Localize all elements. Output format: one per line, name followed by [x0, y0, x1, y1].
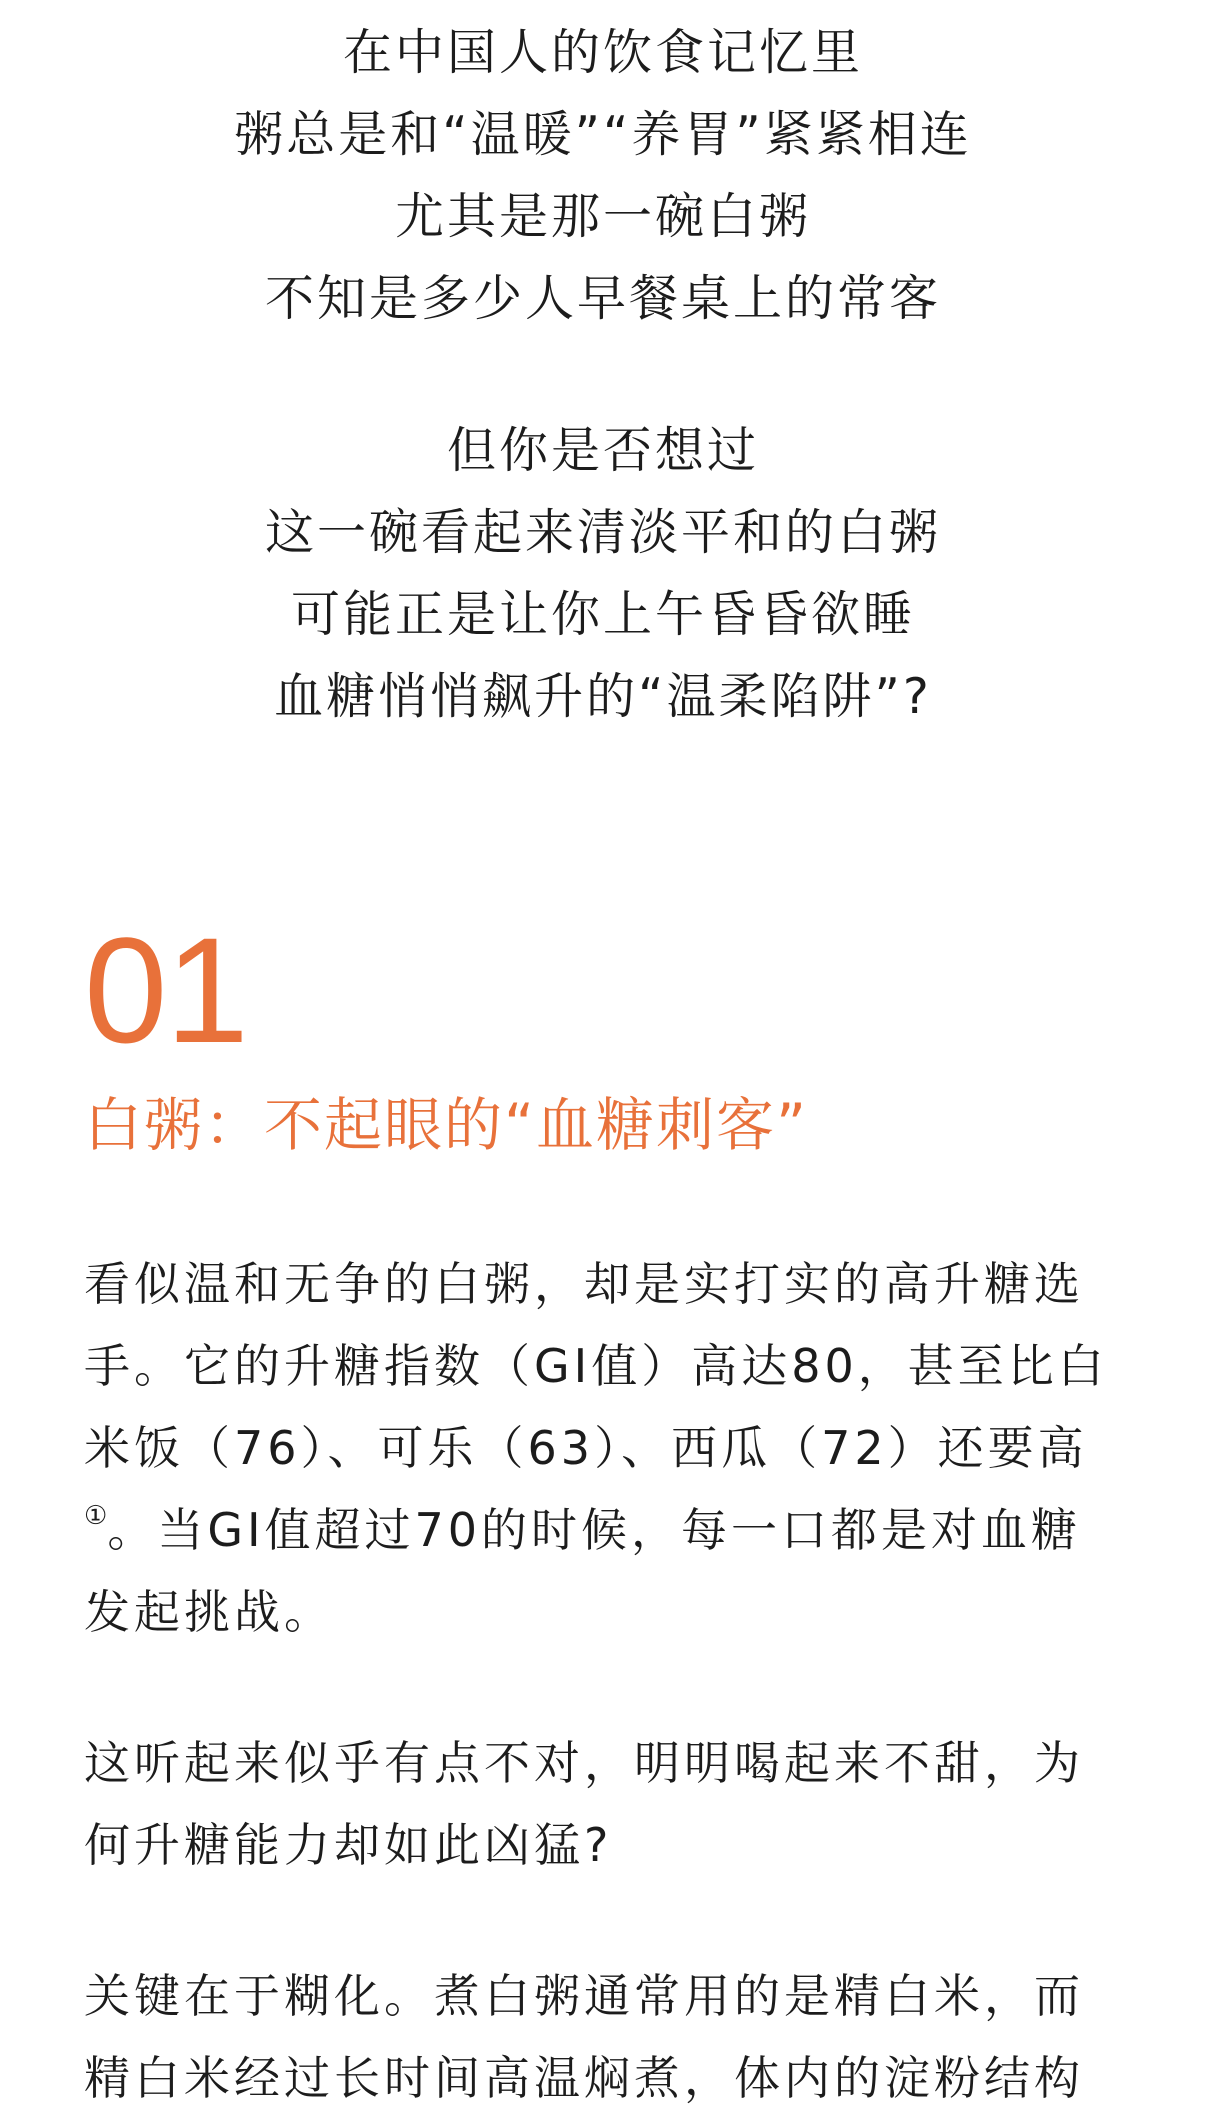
paragraph-line: 关键在于糊化。煮白粥通常用的是精白米，而	[84, 1969, 1084, 2023]
intro-line: 可能正是让你上午昏昏欲睡	[290, 586, 915, 643]
paragraph-line: 看似温和无争的白粥，却是实打实的高升糖选	[84, 1257, 1084, 1311]
intro-block-2	[0, 410, 1206, 738]
intro-line: 不知是多少人早餐桌上的常客	[264, 270, 941, 327]
intro-line: 尤其是那一碗白粥	[394, 188, 811, 245]
intro-line: 但你是否想过	[446, 422, 759, 479]
paragraph-line-text: 。当GI值超过70的时候，每一口都是对血糖	[107, 1503, 1082, 1557]
intro-line: 血糖悄悄飙升的“温柔陷阱”?	[274, 668, 932, 725]
intro-line: 这一碗看起来清淡平和的白粥	[264, 504, 941, 561]
paragraph-line: 精白米经过长时间高温焖煮，体内的淀粉结构	[84, 2051, 1084, 2105]
intro-block-1	[0, 12, 1206, 340]
paragraph-line: 发起挑战。	[84, 1585, 334, 1639]
paragraph-line: 手。它的升糖指数（GI值）高达80，甚至比白	[84, 1339, 1108, 1393]
paragraph-line: 何升糖能力却如此凶猛?	[84, 1818, 613, 1872]
section-number: 01	[84, 906, 247, 1074]
paragraph-1	[84, 1243, 1124, 1653]
intro-line: 在中国人的饮食记忆里	[342, 24, 863, 81]
paragraph-line	[84, 1489, 1124, 1571]
paragraph-line: 米饭（76）、可乐（63）、西瓜（72）还要高	[84, 1421, 1088, 1475]
footnote-ref[interactable]: ①	[84, 1501, 108, 1531]
intro-line: 粥总是和“温暖”“养胃”紧紧相连	[234, 106, 972, 163]
paragraph-line: 这听起来似乎有点不对，明明喝起来不甜，为	[84, 1736, 1084, 1790]
paragraph-2	[84, 1722, 1124, 1886]
paragraph-3	[84, 1955, 1124, 2119]
section-title: 白粥：不起眼的“血糖刺客”	[84, 1091, 809, 1159]
